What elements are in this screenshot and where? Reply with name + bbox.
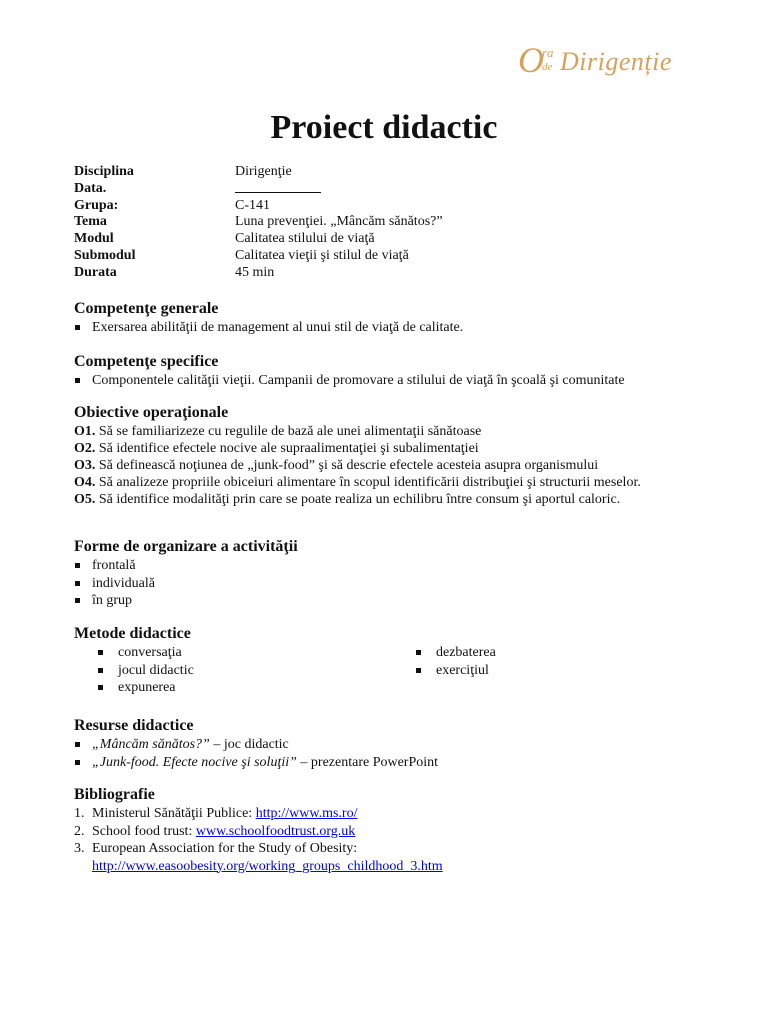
section-competente-specifice [74, 352, 696, 390]
page-title: Proiect didactic [270, 109, 498, 146]
info-value: Calitatea vieţii şi stilul de viaţă [235, 247, 409, 263]
section-heading: Metode didactice [74, 625, 191, 642]
list-item: „Junk-food. Efecte nocive şi soluţii” – prezentare PowerPoint [74, 754, 696, 772]
info-label: Modul [74, 231, 114, 247]
info-value: 45 min [235, 264, 275, 280]
bib-link[interactable]: http://www.easoobesity.org/working_groups_childhood_3.htm [92, 858, 443, 874]
section-obiective [74, 403, 696, 508]
info-label: Data. [74, 180, 107, 196]
info-row [74, 248, 443, 265]
info-label: Durata [74, 264, 117, 280]
logo-letter: O [518, 40, 544, 80]
objective-o4: O4. Să analizeze propriile obiceiuri alimentare în scopul identificării distribuţiei şi structurii meselor. [74, 475, 641, 490]
section-resurse [74, 716, 696, 771]
methods-col-1 [74, 644, 194, 697]
methods-col-2 [392, 644, 496, 679]
info-row [74, 181, 443, 198]
section-metode [74, 624, 696, 698]
info-label: Tema [74, 214, 107, 230]
list-item: Exersarea abilităţii de management al unui stil de viaţă de calitate. [74, 319, 696, 337]
info-row [74, 214, 443, 231]
logo-word: Dirigenție [560, 47, 672, 76]
bib-link[interactable]: http://www.ms.ro/ [255, 806, 358, 821]
date-blank-line [235, 181, 321, 198]
objective-o1: O1. Să se familiarizeze cu regulile de bază ale unei alimentaţii sănătoase [74, 424, 482, 439]
list-item: individuală [74, 575, 696, 593]
list-item: „Mâncăm sănătos?” – joc didactic [74, 736, 696, 754]
section-heading: Competenţe specifice [74, 353, 219, 370]
section-heading: Competenţe generale [74, 300, 219, 317]
info-value: C-141 [235, 197, 270, 213]
list-item: dezbaterea [392, 644, 496, 662]
list-item: frontală [74, 557, 696, 575]
info-table [74, 164, 443, 282]
list-item: în grup [74, 592, 696, 610]
list-item: exerciţiul [392, 662, 496, 680]
section-heading: Forme de organizare a activităţii [74, 538, 298, 555]
info-value: Calitatea stilului de viaţă [235, 231, 375, 247]
list-item: expunerea [74, 679, 194, 697]
section-heading: Obiective operaţionale [74, 404, 229, 421]
info-label: Grupa: [74, 197, 119, 213]
info-row [74, 265, 443, 282]
info-label: Submodul [74, 247, 136, 263]
list-item: conversaţia [74, 644, 194, 662]
bib-item: 2. School food trust: www.schoolfoodtrust.org.uk [74, 823, 356, 839]
section-heading: Bibliografie [74, 786, 155, 803]
info-row [74, 198, 443, 215]
section-forme [74, 537, 696, 610]
info-label: Disciplina [74, 164, 134, 179]
info-value: Luna prevenţiei. „Mâncăm sănătos?” [235, 214, 443, 230]
info-row [74, 164, 443, 181]
info-value: Dirigenţie [235, 164, 292, 179]
objective-o3: O3. Să definească noţiunea de „junk-food” şi să descrie efectele acesteia asupra organismului [74, 458, 599, 473]
logo-small-bottom: de [542, 61, 553, 73]
bib-link[interactable]: www.schoolfoodtrust.org.uk [195, 823, 356, 839]
section-bibliografie [74, 785, 696, 875]
objective-o5: O5. Să identifice modalităţi prin care se poate realiza un echilibru între consum şi aportul caloric. [74, 492, 621, 507]
logo-small-top: ra [542, 45, 554, 60]
logo [518, 40, 698, 88]
list-item: jocul didactic [74, 662, 194, 680]
list-item: Componentele calităţii vieţii. Campanii de promovare a stilului de viaţă în şcoală şi comunitate [74, 372, 696, 390]
objective-o2: O2. Să identifice efectele nocive ale supraalimentaţiei şi subalimentaţiei [74, 441, 479, 456]
info-row [74, 231, 443, 248]
bib-item: 3. European Association for the Study of Obesity: http://www.easoobesity.org/working_groups_childhood_3.htm [74, 841, 443, 874]
section-heading: Resurse didactice [74, 717, 194, 734]
bib-item: 1. Ministerul Sănătăţii Publice: http://www.ms.ro/ [74, 806, 358, 821]
section-competente-generale [74, 299, 696, 337]
